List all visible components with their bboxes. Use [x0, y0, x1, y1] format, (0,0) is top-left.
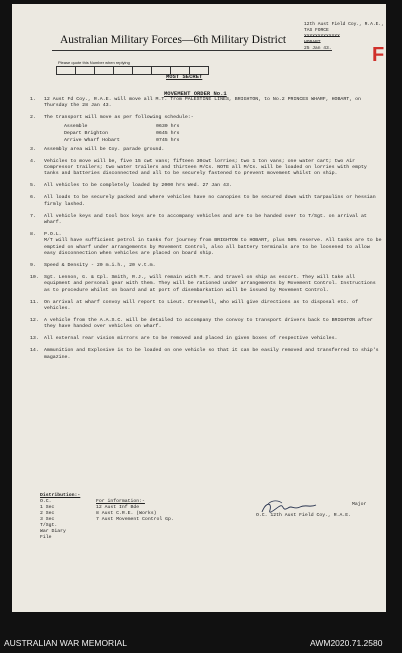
- paragraph-3: 3. Assembly area will be Coy. parade ground.: [30, 146, 165, 152]
- paragraph-14: 14. Ammunition and Explosive is to be loaded on one vehicle so that it can be easily removed and transferred to ship's magazine.: [30, 348, 379, 360]
- movement-schedule: [64, 124, 382, 145]
- paragraph-5: 5. All vehicles to be completely loaded by 2000 hrs Wed. 27 Jan 43.: [30, 183, 232, 189]
- distribution-title: Distribution:-: [40, 493, 81, 498]
- information-row: 12 Aust Inf Bde: [96, 505, 140, 510]
- quote-number-note: Please quote this Number when replying: [58, 60, 130, 65]
- paragraph-6: 6. All loads to be securely packed and where vehicles have no canopies to be secured down with tarpaulins or hessian firmly lashed.: [30, 195, 376, 207]
- sender-address: [304, 22, 384, 52]
- file-mark: F: [372, 44, 385, 66]
- security-classification: MOST SECRET: [166, 73, 203, 80]
- paragraph-9: 9. Speed & Density - 20 m.i.h., 20 v.t.m.: [30, 263, 156, 268]
- information-row: 8 Aust C.R.E. (Works): [96, 511, 157, 516]
- order-body: [30, 97, 382, 366]
- sender-unit: 12th Aust Field Coy., R.A.E.,: [304, 22, 384, 27]
- sender-date: 25 Jan 43.: [304, 46, 332, 51]
- paragraph-1: 1. 12 Aust Fd Coy., R.A.E. will move all M.T. from PALESTINE LINES, BRIGHTON, to No.2 PRINCES WHARF, HOBART, on Thursday the 28 Jan 43.: [30, 97, 361, 109]
- distribution-row: 2 Sec: [40, 511, 55, 516]
- paragraph-12: 12. A vehicle from the A.A.S.C. will be detailed to accompany the convoy to transport drivers back to BRIGHTON after they have handed over vehicles on wharf.: [30, 317, 373, 330]
- footer-source: AUSTRALIAN WAR MEMORIAL: [4, 638, 127, 648]
- sender-struck-line: XXXXXXXXXXXXX: [304, 34, 340, 39]
- schedule-row: Arrive Wharf Hobart 0745 hrs: [64, 137, 180, 143]
- paragraph-7: 7. All vehicle keys and tool box keys are to accompany vehicles and are to be handed over to T/Sgt. on arrival at wharf.: [30, 213, 367, 225]
- paragraph-8: 8. P.O.L. M/T will have sufficient petrol in tanks for journey from BRIGHTON to HOBART, plus 50% reserve. All tanks are to be emptied on wharf under arrangements by Movement Control, also all battery terminals are to be loosened to allow easy disconnection when vehicles are placed on board ship.: [30, 231, 382, 257]
- distribution-row: O.C.: [40, 499, 52, 504]
- distribution-row: T/Sgt.: [40, 523, 58, 528]
- paragraph-13: 13. All external rear vision mirrors are to be removed and placed in given boxes of respective vehicles.: [30, 336, 338, 342]
- distribution-row: War Diary: [40, 529, 66, 534]
- information-list: [96, 499, 186, 541]
- information-row: 7 Aust Movement Control Gp.: [96, 517, 174, 522]
- letterhead-title: Australian Military Forces—6th Military District: [60, 34, 287, 46]
- paragraph-11: 11. On arrival at wharf convoy will report to Lieut. Cresswell, who will give directions as to disposal etc. of vehicles.: [30, 299, 359, 312]
- distribution-list: [40, 499, 96, 541]
- letterhead-rule: [52, 50, 332, 51]
- paragraph-2: 2. The transport will move as per following schedule:-: [30, 115, 194, 121]
- paragraph-4: 4. Vehicles to move will be, five 15 cwt vans; fifteen 30cwt lorries; two 1 ton vans; one water cart; two Air Compressor trailers; two water trailers and thirteen M/Cs. NOTE all M/Cs. will be loaded on lorries with empty tanks and batteries disconnected and all to be securely fastened to prevent movement whilst on ship.: [30, 158, 367, 177]
- schedule-row: Depart Brighton 0645 hrs: [64, 130, 180, 136]
- paragraph-10: 10. Sgt. Lennon, G. & Cpl. Smith, R.J., will remain with M.T. and travel on ship as escort. They will take all equipment and personal gear with them. They will be rationed under arrangements by Movement Control. Instructions as to procedure whilst on board and at port of disembarkation will be issued by Movement Control.: [30, 274, 376, 293]
- sender-force: TAS FORCE: [304, 28, 329, 33]
- distribution-row: 3 Sec: [40, 517, 55, 522]
- document-page: [12, 4, 386, 612]
- signatory-rank: Major: [352, 502, 367, 507]
- distribution-row: 1 Sec: [40, 505, 55, 510]
- signatory-block: O.C. 12th Aust Field Coy., R.A.E.: [256, 513, 351, 518]
- sender-city: HOBART: [304, 40, 321, 45]
- order-title: MOVEMENT ORDER No.1: [164, 90, 227, 97]
- footer-accession-number: AWM2020.71.2580: [310, 638, 383, 648]
- schedule-row: Assemble 0630 hrs: [64, 123, 180, 129]
- distribution-row: File: [40, 535, 52, 540]
- information-title: For information:-: [96, 499, 145, 504]
